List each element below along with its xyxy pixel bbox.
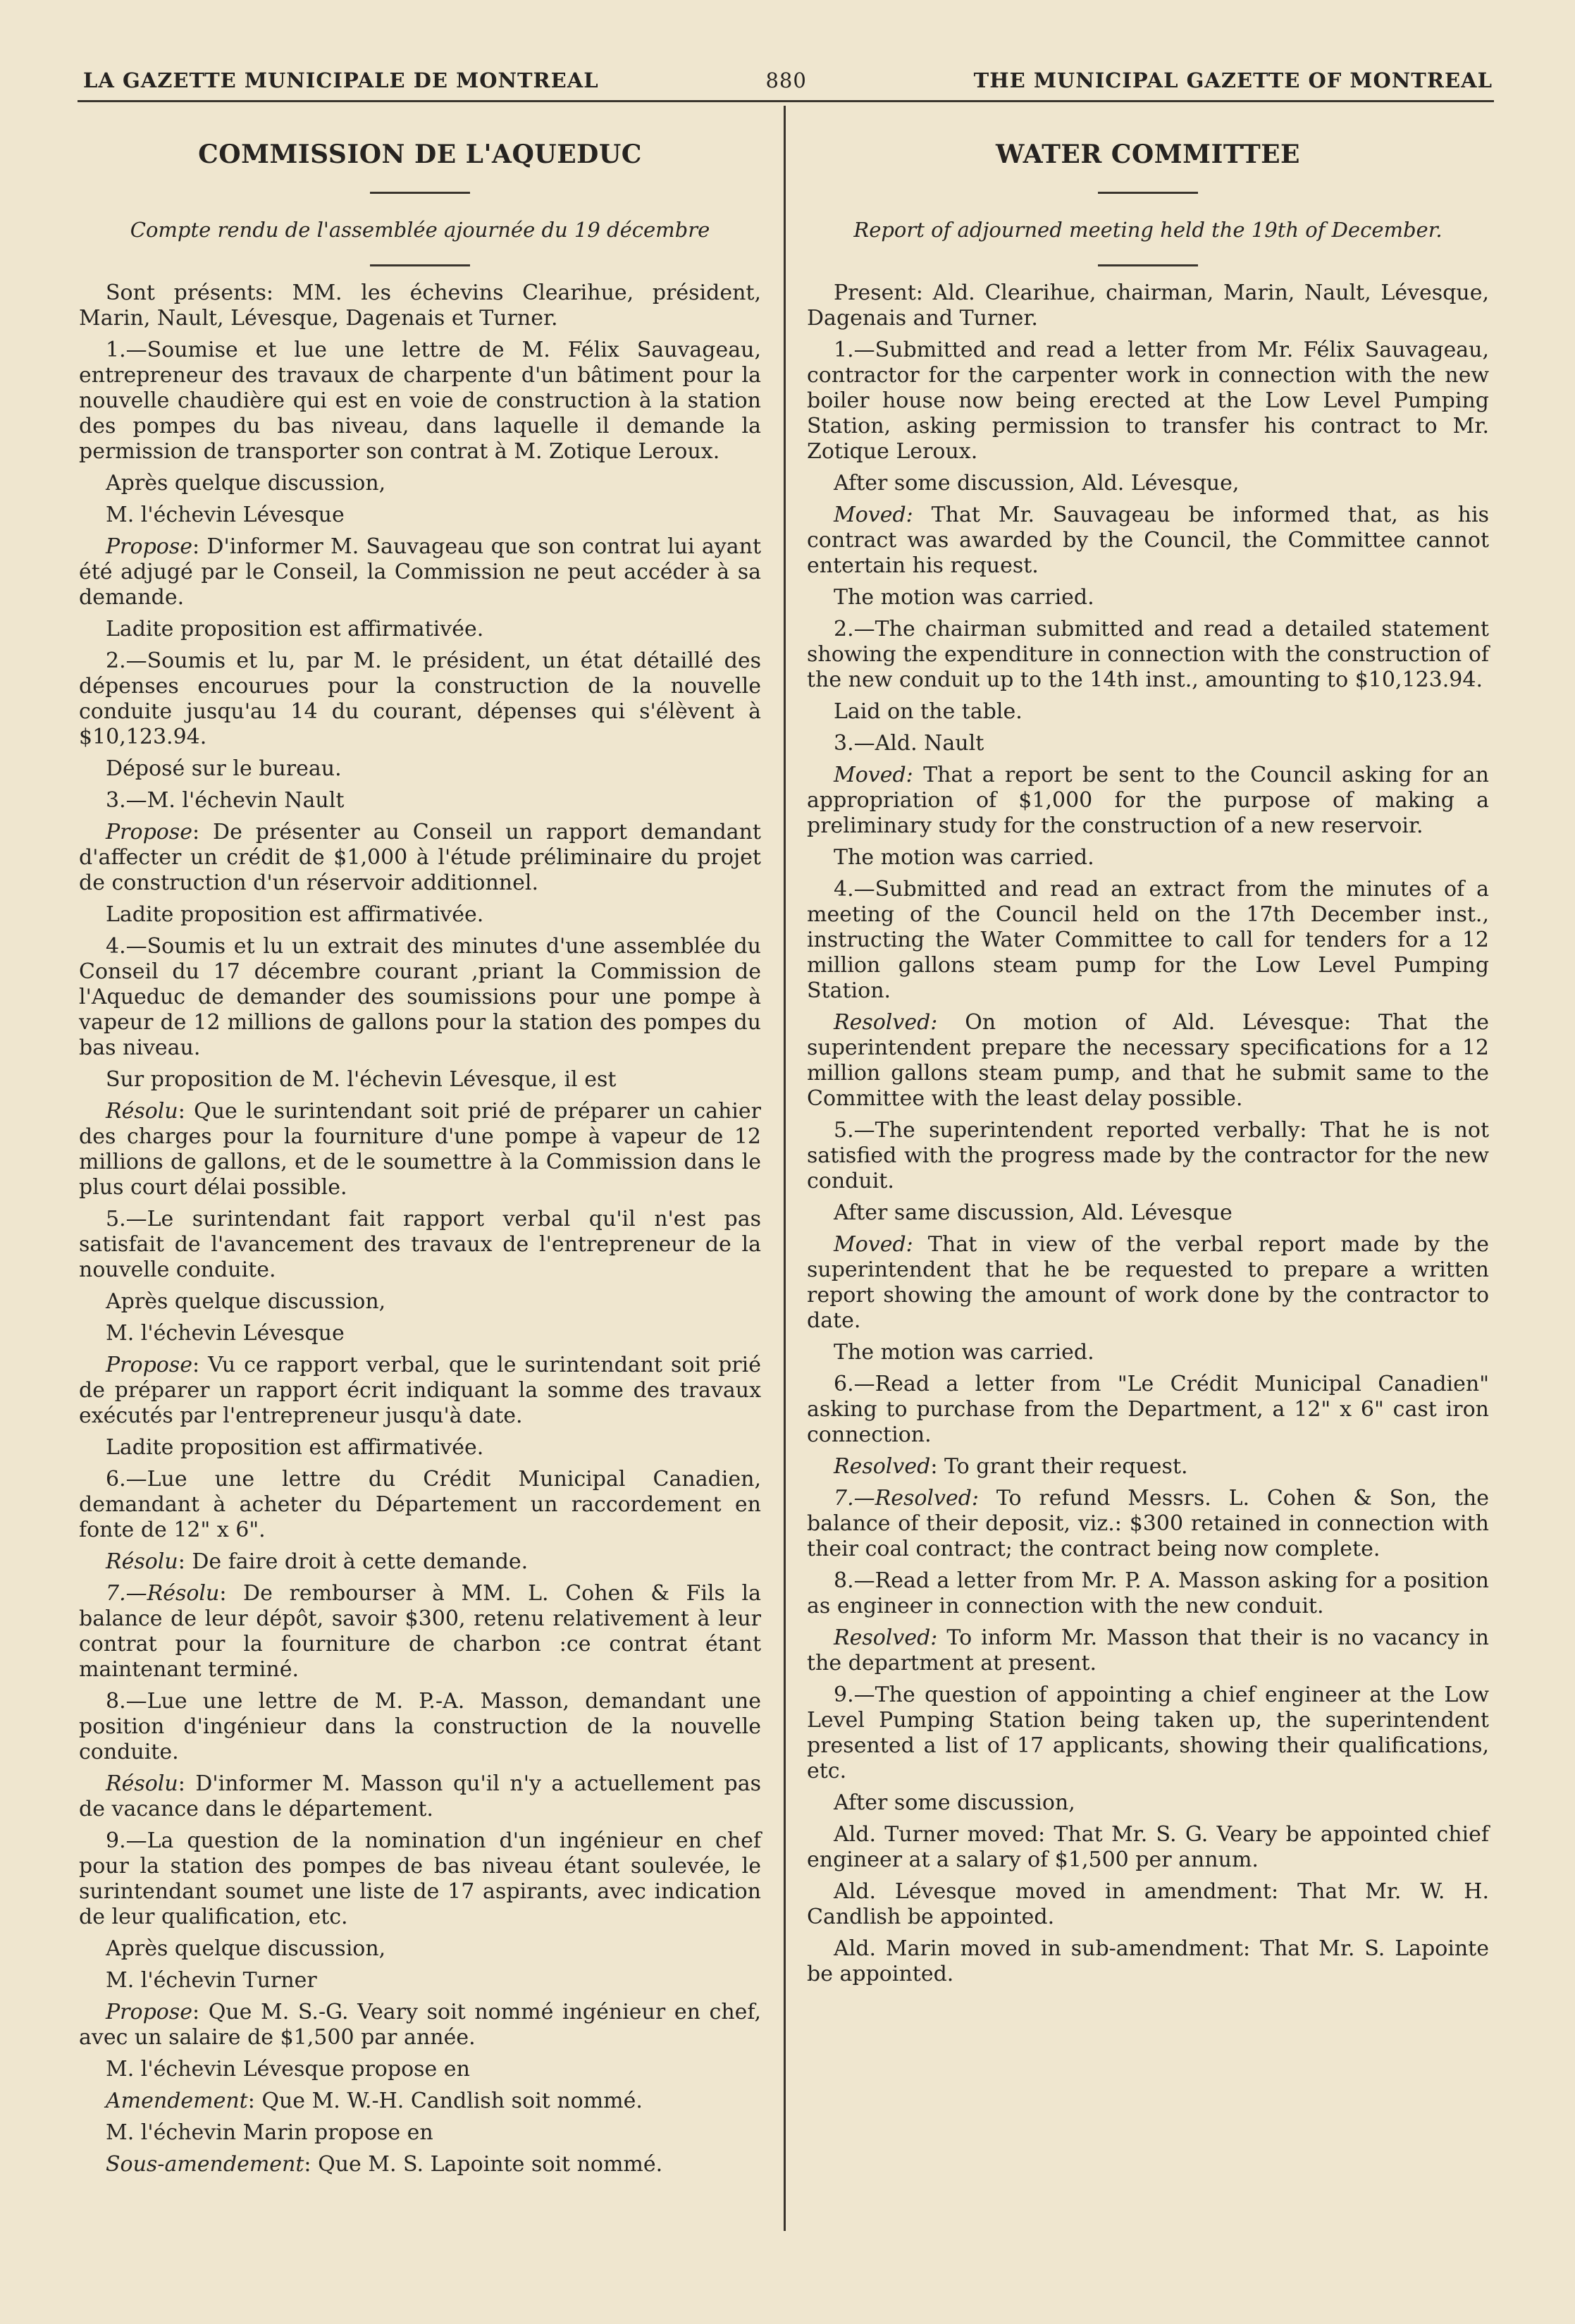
paragraph-text: 9.—La question de la nomination d'un ingénieur en chef pour la station des pompes de bas niveau étant soulevée, le surintendant soumet une liste de 17 aspirants, avec indication de leur qualification, etc. (79, 1828, 761, 1929)
english-body (807, 281, 1489, 1987)
subtitle-rule (1098, 264, 1198, 266)
paragraph-text: 9.—The question of appointing a chief engineer at the Low Level Pumping Station being taken up, the superintendent presented a list of 17 applicants, showing their qualifications, etc. (807, 1683, 1489, 1783)
paragraph-text: : Vu ce rapport verbal, que le surintendant soit prié de préparer un rapport écrit indiquant la somme des travaux exécutés par l'entrepreneur jusqu'à date. (79, 1353, 761, 1428)
paragraph-text: On motion of Ald. Lévesque: That the superintendent prepare the necessary specifications for a 12 million gallons steam pump, and that he submit same to the Committee with the least delay possible. (807, 1010, 1489, 1111)
paragraph (807, 845, 1489, 871)
paragraph-text: Après quelque discussion, (106, 471, 386, 496)
english-title: WATER COMMITTEE (996, 140, 1300, 169)
paragraph-lead: 7.—Résolu (106, 1581, 220, 1606)
paragraph (79, 338, 761, 465)
paragraph (79, 2152, 761, 2177)
paragraph (79, 471, 761, 496)
paragraph-lead: Resolved (834, 1454, 931, 1479)
paragraph (79, 617, 761, 642)
paragraph-text: : Que M. W.-H. Candlish soit nommé. (247, 2089, 643, 2113)
paragraph-lead: Résolu (106, 1771, 178, 1796)
paragraph-text: : De rembourser à MM. L. Cohen & Fils la balance de leur dépôt, savoir $300, retenu relativement à leur contrat pour la fourniture de charbon :ce contrat étant maintenant terminé. (79, 1581, 761, 1682)
paragraph-text: That in view of the verbal report made by the superintendent that he be requested to prepare a written report showing the amount of work done by the contractor to date. (807, 1232, 1489, 1333)
paragraph-text: : To grant their request. (930, 1454, 1188, 1479)
paragraph (79, 1207, 761, 1283)
paragraph-lead: Propose (106, 2000, 193, 2024)
paragraph-lead: Moved: (834, 763, 913, 787)
paragraph-lead: Propose (106, 820, 193, 844)
paragraph-lead: Amendement (106, 2089, 248, 2113)
paragraph-text: M. l'échevin Lévesque (106, 1321, 345, 1346)
english-column (807, 106, 1489, 1993)
paragraph (807, 1822, 1489, 1873)
paragraph (79, 902, 761, 928)
paragraph-text: That a report be sent to the Council asking for an appropriation of $1,000 for the purpose of making a preliminary study for the construction of a new reservoir. (807, 763, 1489, 838)
paragraph-text: Laid on the table. (834, 699, 1023, 724)
running-head (83, 65, 1493, 96)
paragraph (79, 1067, 761, 1093)
paragraph (807, 1936, 1489, 1987)
paragraph (79, 820, 761, 896)
paragraph (79, 788, 761, 813)
paragraph-text: Ladite proposition est affirmativée. (106, 617, 484, 641)
paragraph-text: Present: Ald. Clearihue, chairman, Marin, Nault, Lévesque, Dagenais and Turner. (807, 281, 1489, 331)
paragraph (79, 2089, 761, 2114)
paragraph (79, 1581, 761, 1683)
paragraph-lead: Resolved: (834, 1625, 938, 1650)
paragraph-text: 8.—Lue une lettre de M. P.-A. Masson, demandant une position d'ingénieur dans la construction de la nouvelle conduite. (79, 1689, 761, 1764)
paragraph (807, 1010, 1489, 1112)
paragraph (79, 1968, 761, 1993)
paragraph-text: Ald. Lévesque moved in amendment: That Mr. W. H. Candlish be appointed. (807, 1879, 1489, 1929)
paragraph-text: : De présenter au Conseil un rapport demandant d'affecter un crédit de $1,000 à l'étude préliminaire du projet de construction d'un réservoir additionnel. (79, 820, 761, 895)
paragraph-text: : D'informer M. Sauvageau que son contrat lui ayant été adjugé par le Conseil, la Commission ne peut accéder à sa demande. (79, 534, 761, 610)
paragraph-text: 3.—Ald. Nault (834, 731, 984, 756)
title-rule (1098, 192, 1198, 194)
french-title: COMMISSION DE L'AQUEDUC (198, 140, 642, 169)
paragraph (807, 1372, 1489, 1448)
right-running-title: THE MUNICIPAL GAZETTE OF MONTREAL (973, 68, 1493, 92)
paragraph-lead: Propose (106, 534, 193, 559)
paragraph (807, 503, 1489, 579)
paragraph-lead: Resolved: (834, 1010, 938, 1035)
paragraph (79, 1467, 761, 1543)
paragraph (79, 1771, 761, 1822)
paragraph-text: Après quelque discussion, (106, 1289, 386, 1314)
paragraph-lead: Moved: (834, 1232, 913, 1257)
paragraph-text: Ladite proposition est affirmativée. (106, 902, 484, 927)
paragraph (807, 1879, 1489, 1930)
paragraph (807, 1454, 1489, 1480)
paragraph-text: M. l'échevin Lévesque (106, 503, 345, 527)
paragraph-text: 8.—Read a letter from Mr. P. A. Masson asking for a position as engineer in connection with the new conduit. (807, 1568, 1489, 1618)
paragraph-text: To inform Mr. Masson that their is no vacancy in the department at present. (807, 1625, 1489, 1676)
paragraph (79, 2057, 761, 2082)
paragraph (807, 471, 1489, 496)
paragraph-text: Sont présents: MM. les échevins Clearihue, président, Marin, Nault, Lévesque, Dagenais et Turner. (79, 281, 761, 331)
paragraph-text: After same discussion, Ald. Lévesque (834, 1200, 1233, 1225)
french-body (79, 281, 761, 2177)
paragraph (79, 648, 761, 750)
subtitle-rule (370, 264, 470, 266)
column-divider (784, 106, 786, 2231)
paragraph (807, 877, 1489, 1004)
paragraph-text: 6.—Lue une lettre du Crédit Municipal Canadien, demandant à acheter du Département un raccordement en fonte de 12" x 6". (79, 1467, 761, 1542)
paragraph (79, 503, 761, 528)
paragraph-text: The motion was carried. (834, 1340, 1094, 1365)
paragraph (79, 2000, 761, 2051)
paragraph (79, 1289, 761, 1315)
paragraph (79, 1549, 761, 1575)
paragraph-lead: Résolu (106, 1549, 178, 1574)
paragraph-text: M. l'échevin Turner (106, 1968, 317, 1993)
paragraph (79, 1936, 761, 1962)
paragraph (807, 1568, 1489, 1619)
paragraph-text: Après quelque discussion, (106, 1936, 386, 1961)
paragraph-text: M. l'échevin Marin propose en (106, 2120, 433, 2145)
paragraph (79, 1689, 761, 1765)
paragraph (79, 934, 761, 1061)
paragraph-text: M. l'échevin Lévesque propose en (106, 2057, 470, 2082)
paragraph-text: Ald. Turner moved: That Mr. S. G. Veary be appointed chief engineer at a salary of $1,500 per annum. (807, 1822, 1489, 1872)
french-column (79, 106, 761, 2184)
paragraph (807, 1486, 1489, 1562)
paragraph-text: 2.—The chairman submitted and read a detailed statement showing the expenditure in connection with the construction of the new conduit up to the 14th inst., amounting to $10,123.94. (807, 617, 1489, 692)
paragraph (807, 338, 1489, 465)
paragraph-text: The motion was carried. (834, 845, 1094, 870)
left-running-title: LA GAZETTE MUNICIPALE DE MONTREAL (83, 68, 599, 92)
paragraph (807, 281, 1489, 331)
paragraph (807, 1232, 1489, 1334)
paragraph-text: Ald. Marin moved in sub-amendment: That Mr. S. Lapointe be appointed. (807, 1936, 1489, 1986)
paragraph-text: : Que le surintendant soit prié de préparer un cahier des charges pour la fourniture d'une pompe à vapeur de 12 millions de gallons, et de le soumettre à la Commission dans le plus court délai possible. (79, 1099, 761, 1200)
paragraph-text: : D'informer M. Masson qu'il n'y a actuellement pas de vacance dans le département. (79, 1771, 761, 1821)
paragraph-lead: Résolu (106, 1099, 178, 1124)
paragraph-text: 5.—Le surintendant fait rapport verbal qu'il n'est pas satisfait de l'avancement des travaux de l'entrepreneur de la nouvelle conduite. (79, 1207, 761, 1282)
paragraph (807, 1200, 1489, 1226)
paragraph-text: After some discussion, (834, 1790, 1075, 1815)
title-rule (370, 192, 470, 194)
paragraph (79, 1828, 761, 1930)
paragraph-text: 3.—M. l'échevin Nault (106, 788, 345, 813)
paragraph (807, 1625, 1489, 1676)
paragraph (807, 1683, 1489, 1784)
paragraph-text: 5.—The superintendent reported verbally: That he is not satisfied with the progress made by the contractor for the new conduit. (807, 1118, 1489, 1193)
paragraph (807, 699, 1489, 725)
french-subtitle: Compte rendu de l'assemblée ajournée du 19 décembre (130, 218, 710, 242)
paragraph-lead: Sous-amendement (106, 2152, 304, 2177)
paragraph-text: 1.—Soumise et lue une lettre de M. Félix Sauvageau, entrepreneur des travaux de charpente d'un bâtiment pour la nouvelle chaudière qui est en voie de construction à la station des pompes du bas niveau, dans laquelle il demande la permission de transporter son contrat à M. Zotique Leroux. (79, 338, 761, 464)
paragraph-text: 4.—Soumis et lu un extrait des minutes d'une assemblée du Conseil du 17 décembre courant ,priant la Commission de l'Aqueduc de demander des soumissions pour une pompe à vapeur de 12 millions de gallons pour la station des pompes du bas niveau. (79, 934, 761, 1060)
paragraph (79, 281, 761, 331)
paragraph-text: : Que M. S.-G. Veary soit nommé ingénieur en chef, avec un salaire de $1,500 par année. (79, 2000, 761, 2050)
paragraph-text: Sur proposition de M. l'échevin Lévesque, il est (106, 1067, 617, 1092)
paragraph (79, 1353, 761, 1429)
paragraph-lead: 7.—Resolved: (834, 1486, 980, 1511)
paragraph-lead: Moved: (834, 503, 913, 527)
paragraph (807, 763, 1489, 839)
paragraph (79, 1321, 761, 1346)
paragraph-text: Ladite proposition est affirmativée. (106, 1435, 484, 1460)
paragraph-text: To refund Messrs. L. Cohen & Son, the balance of their deposit, viz.: $300 retained in connection with their coal contract; the contract being now complete. (807, 1486, 1489, 1561)
paragraph-text: 6.—Read a letter from "Le Crédit Municipal Canadien" asking to purchase from the Department, a 12" x 6" cast iron connection. (807, 1372, 1489, 1447)
paragraph (807, 617, 1489, 693)
paragraph (79, 756, 761, 782)
page-number: 880 (765, 68, 807, 92)
paragraph (79, 2120, 761, 2146)
paragraph-text: That Mr. Sauvageau be informed that, as his contract was awarded by the Council, the Committee cannot entertain his request. (807, 503, 1489, 578)
paragraph-text: : De faire droit à cette demande. (178, 1549, 529, 1574)
paragraph (807, 731, 1489, 756)
paragraph (807, 1340, 1489, 1365)
paragraph-text: 2.—Soumis et lu, par M. le président, un état détaillé des dépenses encourues pour la construction de la nouvelle conduite jusqu'au 14 du courant, dépenses qui s'élèvent à $10,123.94. (79, 648, 761, 749)
paragraph-text: 4.—Submitted and read an extract from the minutes of a meeting of the Council held on the 17th December inst., instructing the Water Committee to call for tenders for a 12 million gallons steam pump for the Low Level Pumping Station. (807, 877, 1489, 1003)
paragraph-text: After some discussion, Ald. Lévesque, (834, 471, 1240, 496)
paragraph-text: The motion was carried. (834, 585, 1094, 610)
paragraph (807, 1118, 1489, 1194)
paragraph (79, 534, 761, 610)
paragraph-lead: Propose (106, 1353, 193, 1377)
paragraph (79, 1099, 761, 1200)
paragraph (807, 585, 1489, 610)
paragraph (79, 1435, 761, 1461)
header-rule (78, 100, 1494, 102)
paragraph-text: Déposé sur le bureau. (106, 756, 342, 781)
paragraph-text: : Que M. S. Lapointe soit nommé. (304, 2152, 663, 2177)
english-subtitle: Report of adjourned meeting held the 19th of December. (853, 218, 1443, 242)
paragraph-text: 1.—Submitted and read a letter from Mr. Félix Sauvageau, contractor for the carpenter work in connection with the new boiler house now being erected at the Low Level Pumping Station, asking permission to transfer his contract to Mr. Zotique Leroux. (807, 338, 1489, 464)
paragraph (807, 1790, 1489, 1816)
